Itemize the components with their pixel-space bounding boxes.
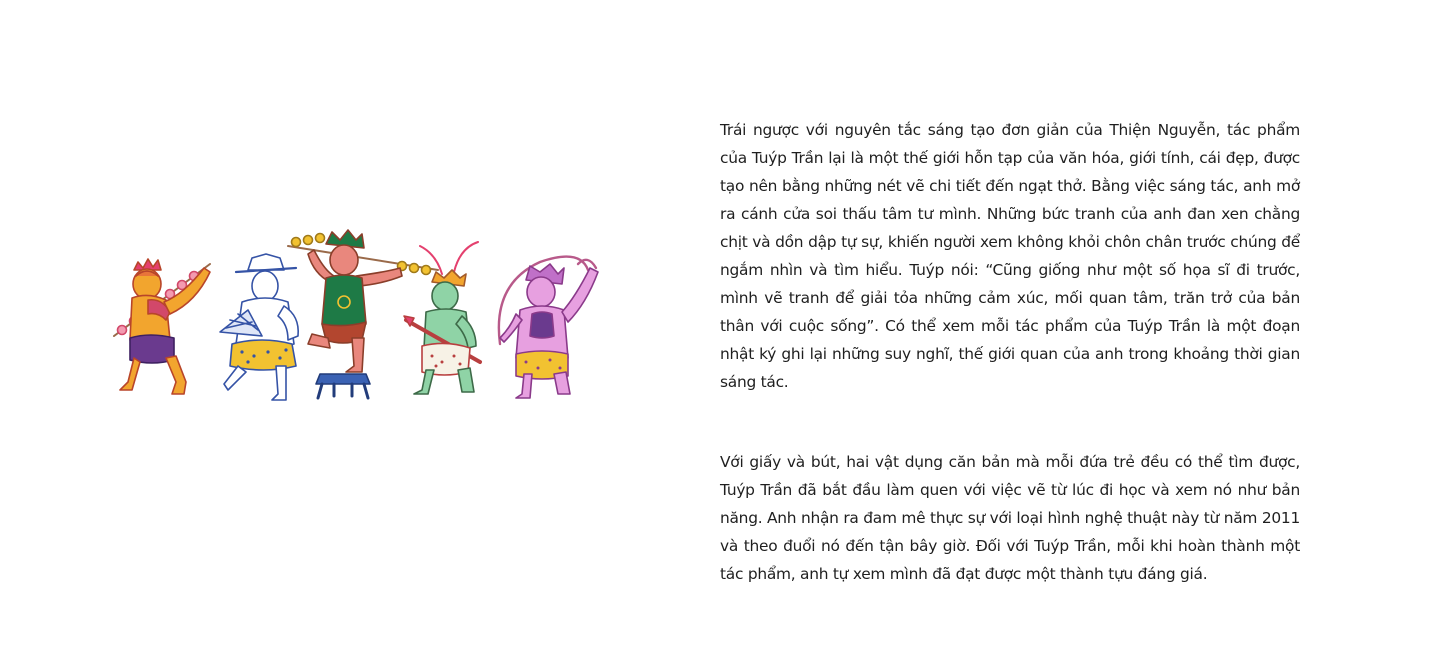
figure-pink — [499, 257, 598, 398]
figure-blue — [220, 254, 298, 400]
figure-orange — [114, 259, 210, 394]
article-text — [720, 116, 1300, 588]
article-paragraph-1: Trái ngược với nguyên tắc sáng tạo đơn giản của Thiện Nguyễn, tác phẩm của Tuýp Trần lại là một thế giới hỗn tạp của văn hóa, giới tính, cái đẹp, được tạo nên bằng những nét vẽ chi tiết đến ngạt thở. Bằng việc sáng tác, anh mở ra cánh cửa soi thấu tâm tư mình. Những bức tranh của anh đan xen chằng chịt và dồn dập tự sự, khiến người xem không khỏi chôn chân trước chúng để ngắm nhìn và tìm hiểu. Tuýp nói: “Cũng giống như một số họa sĩ đi trước, mình vẽ tranh để giải tỏa những cảm xúc, mối quan tâm, trăn trở của bản thân với cuộc sống”. Có thể xem mỗi tác phẩm của Tuýp Trần là một đoạn nhật ký ghi lại những suy nghĩ, thế giới quan của anh trong khoảng thời gian sáng tác. — [720, 121, 1300, 391]
figure-green — [288, 230, 438, 398]
dancing-figures-illustration — [108, 228, 604, 404]
article-paragraph-2: Với giấy và bút, hai vật dụng căn bản mà mỗi đứa trẻ đều có thể tìm được, Tuýp Trần đã bắt đầu làm quen với việc vẽ từ lúc đi học và xem nó như bản năng. Anh nhận ra đam mê thực sự với loại hình nghệ thuật này từ năm 2011 và theo đuổi nó đến tận bây giờ. Đối với Tuýp Trần, mỗi khi hoàn thành một tác phẩm, anh tự xem mình đã đạt được một thành tựu đáng giá. — [720, 453, 1300, 583]
